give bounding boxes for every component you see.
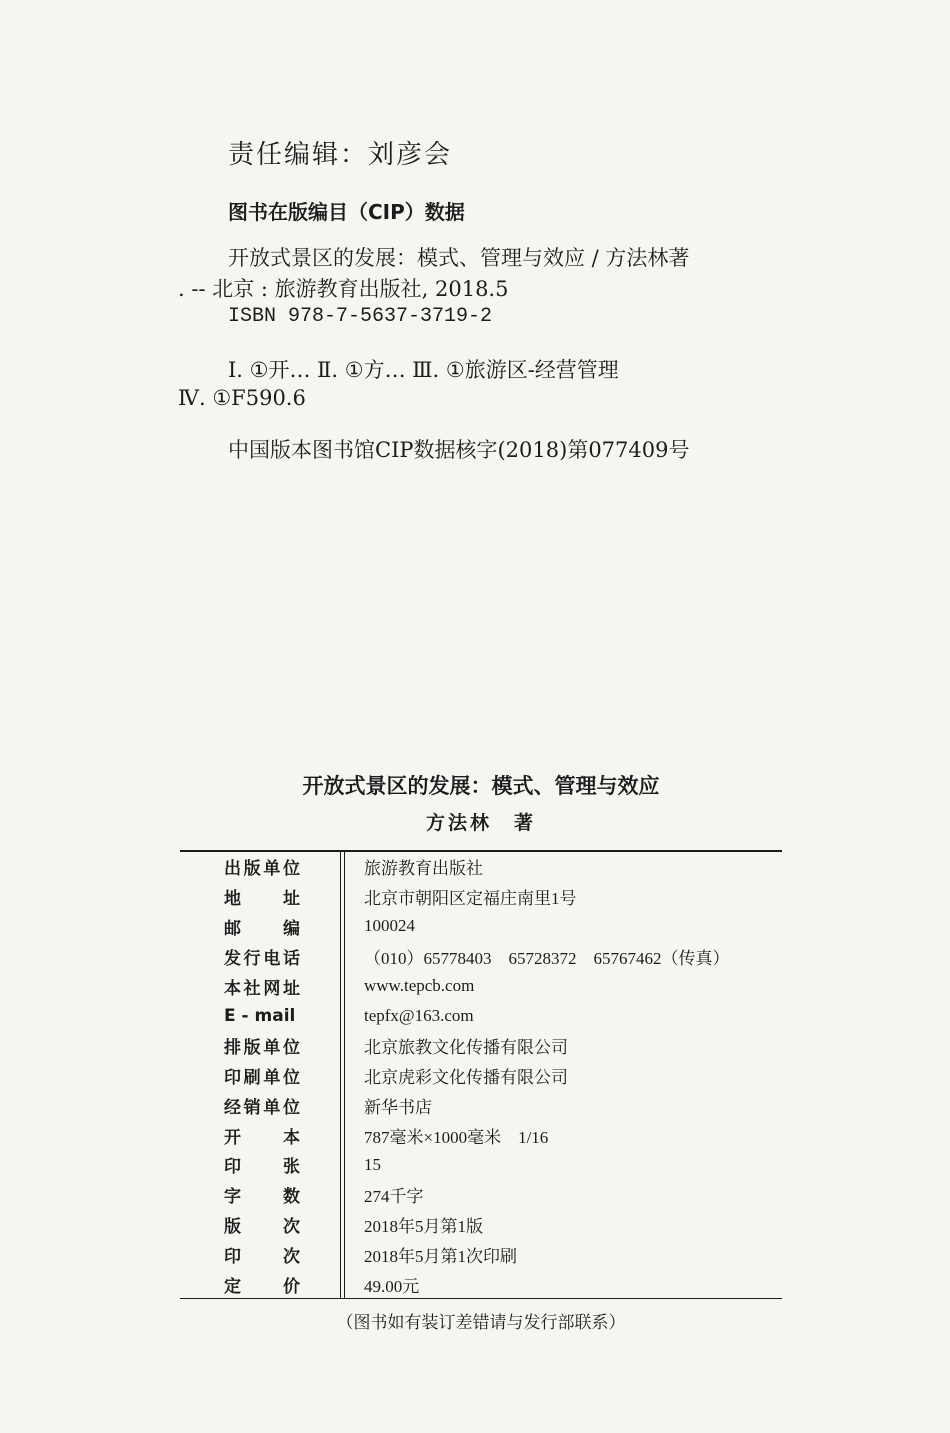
info-row-email bbox=[180, 1001, 782, 1031]
book-title: 开放式景区的发展：模式、管理与效应 bbox=[302, 774, 660, 798]
cip-heading: 图书在版编目（CIP）数据 bbox=[228, 200, 465, 224]
info-value: 15 bbox=[364, 1154, 381, 1174]
info-label: 开 本 bbox=[224, 1127, 300, 1148]
info-row-website bbox=[180, 971, 782, 1001]
info-label: 邮 编 bbox=[224, 918, 300, 939]
info-row-sheets bbox=[180, 1150, 782, 1180]
info-value: 2018年5月第1次印刷 bbox=[364, 1246, 517, 1266]
info-row-edition bbox=[180, 1210, 782, 1240]
info-row-price bbox=[180, 1269, 782, 1299]
info-row-format bbox=[180, 1120, 782, 1150]
info-label: 地 址 bbox=[224, 889, 300, 910]
info-label: 出版单位 bbox=[224, 859, 300, 880]
cip-verification-line: 中国版本图书馆CIP数据核字(2018)第077409号 bbox=[228, 438, 690, 462]
info-label: 经销单位 bbox=[224, 1097, 300, 1118]
publication-info-table bbox=[180, 852, 782, 1299]
info-label: E - mail bbox=[224, 1005, 296, 1026]
book-author: 方法林 著 bbox=[425, 812, 536, 834]
info-value: 274千字 bbox=[364, 1187, 424, 1207]
cip-classification-line-2: Ⅳ. ①F590.6 bbox=[178, 386, 306, 410]
info-row-printer bbox=[180, 1061, 782, 1091]
info-label: 定 价 bbox=[224, 1276, 300, 1297]
info-label: 发行电话 bbox=[224, 948, 300, 969]
info-row-distributor bbox=[180, 1090, 782, 1120]
info-label: 排版单位 bbox=[224, 1038, 300, 1059]
info-value: 2018年5月第1版 bbox=[364, 1216, 483, 1236]
info-value: tepfx@163.com bbox=[364, 1005, 474, 1025]
cip-classification-line-1: Ⅰ. ①开… Ⅱ. ①方… Ⅲ. ①旅游区-经营管理 bbox=[228, 358, 619, 382]
info-value: （010）65778403 65728372 65767462（传真） bbox=[364, 948, 730, 968]
info-value: 北京市朝阳区定福庄南里1号 bbox=[364, 889, 577, 909]
info-label: 印 张 bbox=[224, 1157, 300, 1178]
info-row-typesetter bbox=[180, 1031, 782, 1061]
info-value: 49.00元 bbox=[364, 1276, 420, 1296]
info-value: 新华书店 bbox=[364, 1097, 432, 1117]
table-bottom-rule bbox=[180, 1298, 782, 1299]
info-row-word-count bbox=[180, 1180, 782, 1210]
cip-publisher-line: . -- 北京 : 旅游教育出版社, 2018.5 bbox=[178, 277, 509, 301]
responsible-editor: 责任编辑：刘彦会 bbox=[228, 140, 453, 170]
info-row-address bbox=[180, 882, 782, 912]
info-value: www.tepcb.com bbox=[364, 976, 475, 996]
info-row-printing bbox=[180, 1239, 782, 1269]
info-label: 本社网址 bbox=[224, 978, 300, 999]
info-row-publisher bbox=[180, 852, 782, 882]
info-row-phone bbox=[180, 941, 782, 971]
info-row-postcode bbox=[180, 912, 782, 942]
info-label: 印刷单位 bbox=[224, 1067, 300, 1088]
info-value: 旅游教育出版社 bbox=[364, 859, 483, 879]
info-value: 100024 bbox=[364, 916, 415, 936]
info-value: 787毫米×1000毫米 1/16 bbox=[364, 1127, 549, 1147]
info-value: 北京虎彩文化传播有限公司 bbox=[364, 1067, 568, 1087]
cip-title-line: 开放式景区的发展：模式、管理与效应 / 方法林著 bbox=[228, 246, 690, 270]
cip-isbn-line: ISBN 978-7-5637-3719-2 bbox=[228, 305, 493, 328]
info-label: 印 次 bbox=[224, 1246, 300, 1267]
footer-note: （图书如有装订差错请与发行部联系） bbox=[336, 1313, 626, 1333]
info-label: 版 次 bbox=[224, 1216, 300, 1237]
info-label: 字 数 bbox=[224, 1187, 300, 1208]
info-value: 北京旅教文化传播有限公司 bbox=[364, 1038, 568, 1058]
